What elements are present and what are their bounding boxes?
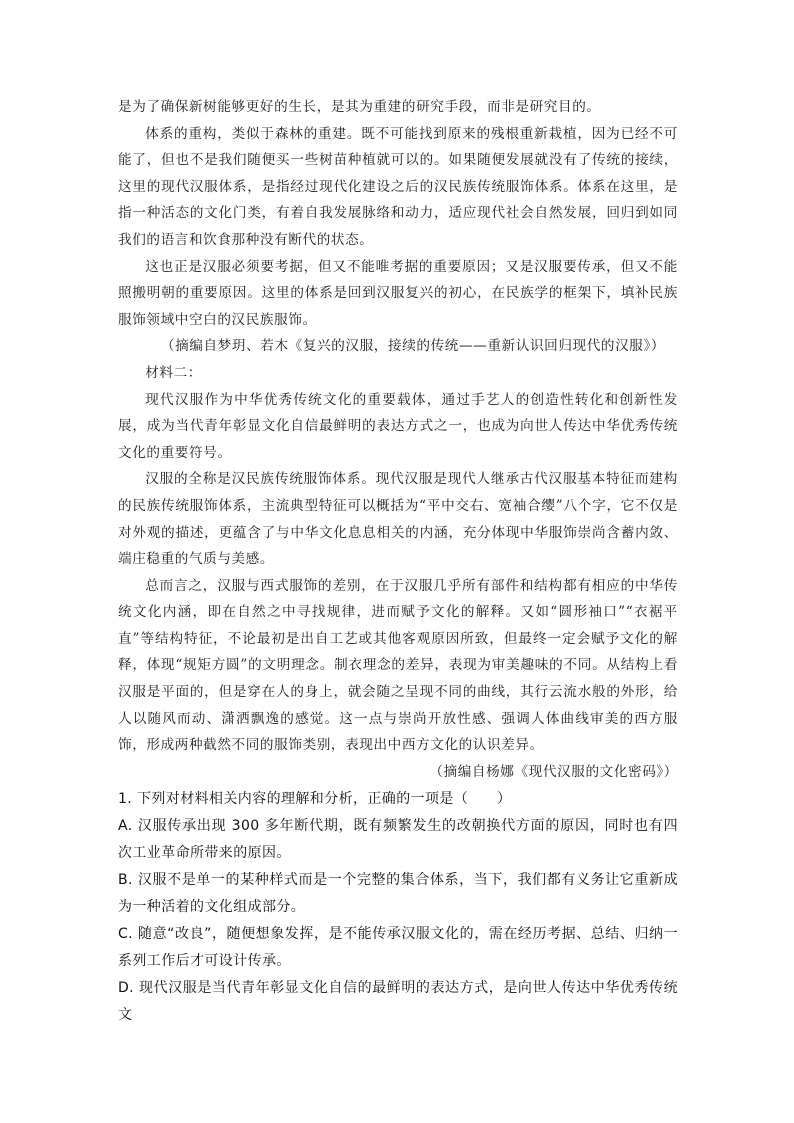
material2-label: 材料二： [145,364,202,381]
material1-source: （摘编自梦玥、若木《复兴的汉服，接续的传统——重新认识回归现代的汉服》） [160,338,666,355]
option-d: D. 现代汉服是当代青年彰显文化自信的最鲜明的表达方式，是向世人传达中华优秀传统文 [118,980,678,1024]
material2-paragraph-1: 现代汉服作为中华优秀传统文化的重要载体，通过手艺人的创造性转化和创新性发展，成为当代青年彰显文化自信最鲜明的表达方式之一，也成为向世人传达中华优秀传统文化的重要符号。 [118,391,678,461]
option-b: B. 汉服不是单一的某种样式而是一个完整的集合体系，当下，我们都有义务让它重新成为一种活着的文化组成部分。 [118,872,678,916]
option-a: A. 汉服传承出现 300 多年断代期，既有频繁发生的改朝换代方面的原因，同时也有四次工业革命所带来的原因。 [118,818,678,862]
material2-paragraph-2: 汉服的全称是汉民族传统服饰体系。现代汉服是现代人继承古代汉服基本特征而建构的民族传统服饰体系，主流典型特征可以概括为“平中交右、宽袖合缨”八个字，它不仅是对外观的描述，更蕴含了与中华文化息息相关的内涵，充分体现中华服饰崇尚含蓄内敛、端庄稳重的气质与美感。 [118,471,678,568]
question-stem: 1. 下列对材料相关内容的理解和分析，正确的一项是（ ） [118,791,512,808]
material2-paragraph-3: 总而言之，汉服与西式服饰的差别，在于汉服几乎所有部件和结构都有相应的中华传统文化内涵，即在自然之中寻找规律，进而赋予文化的解释。又如“圆形袖口”“衣裾平直”等结构特征，不论最初是出自工艺或其他客观原因所致，但最终一定会赋予文化的解释，体现“规矩方圆”的文明理念。制衣理念的差异，表现为审美趣味的不同。从结构上看汉服是平面的，但是穿在人的身上，就会随之呈现不同的曲线，其行云流水般的外形，给人以随风而动、潇洒飘逸的感觉。这一点与崇尚开放性感、强调人体曲线审美的西方服饰，形成两种截然不同的服饰类别，表现出中西方文化的认识差异。 [118,577,678,754]
material1-paragraph-2: 这也正是汉服必须要考据，但又不能唯考据的重要原因；又是汉服要传承，但又不能照搬明朝的重要原因。这里的体系是回到汉服复兴的初心，在民族学的框架下，填补民族服饰领域中空白的汉民族服饰。 [118,258,678,328]
document-body [118,94,678,1029]
option-c: C. 随意“改良”，随便想象发挥，是不能传承汉服文化的，需在经历考据、总结、归纳一系列工作后才可设计传承。 [118,926,678,970]
material1-paragraph-0: 是为了确保新树能够更好的生长，是其为重建的研究手段，而非是研究目的。 [118,99,601,115]
material1-paragraph-1: 体系的重构，类似于森林的重建。既不可能找到原来的残根重新栽植，因为已经不可能了，但也不是我们随便买一些树苗种植就可以的。如果随便发展就没有了传统的接续，这里的现代汉服体系，是指经过现代化建设之后的汉民族传统服饰体系。体系在这里，是指一种活态的文化门类，有着自我发展脉络和动力，适应现代社会自然发展，回归到如同我们的语言和饮食那种没有断代的状态。 [118,125,678,248]
material2-source: （摘编自杨娜《现代汉服的文化密码》） [429,763,678,780]
